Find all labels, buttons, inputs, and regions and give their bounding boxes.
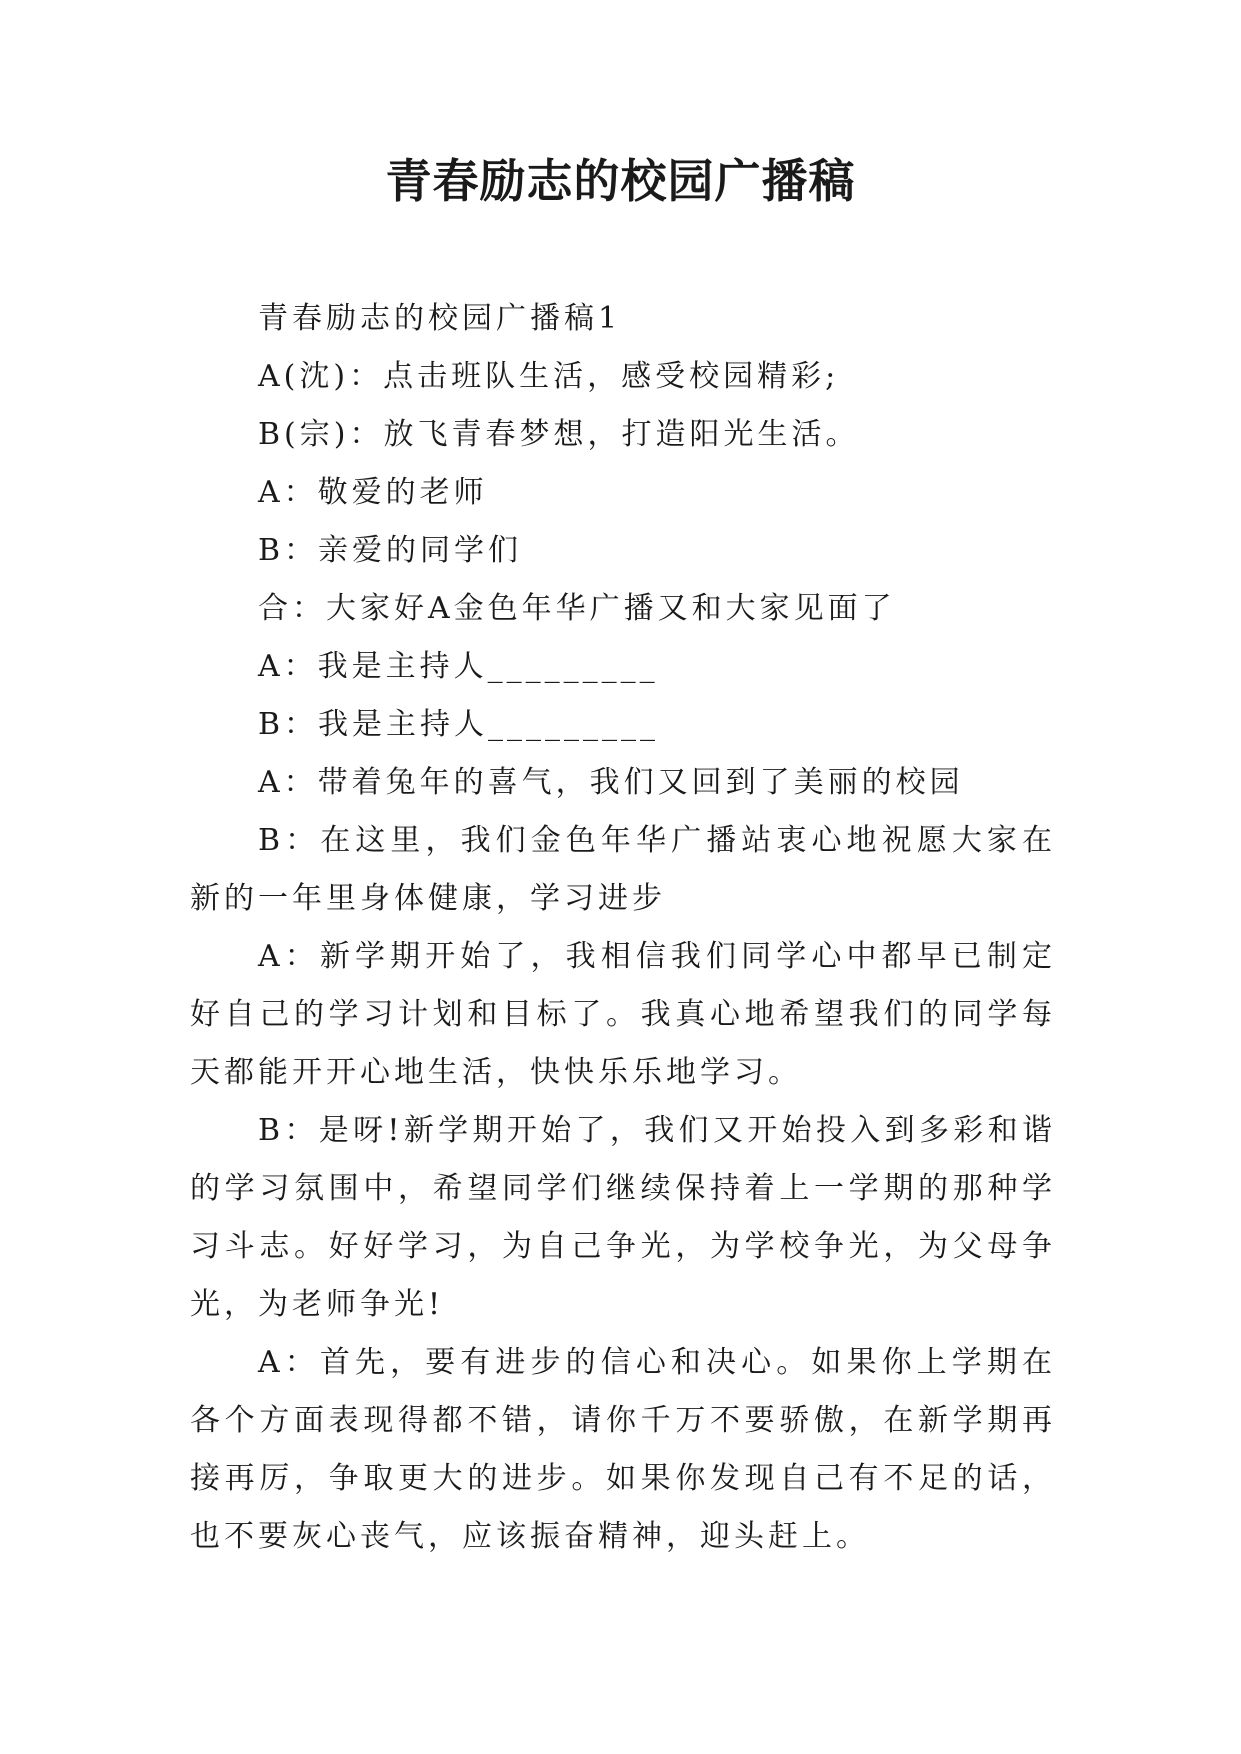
paragraph-7: A：我是主持人_________ xyxy=(258,649,659,684)
paragraph-1: 青春励志的校园广播稿1 xyxy=(258,301,622,336)
paragraph-6: 合：大家好A金色年华广播又和大家见面了 xyxy=(258,591,896,626)
paragraph-5: B：亲爱的同学们 xyxy=(258,533,523,568)
paragraph-4: A：敬爱的老师 xyxy=(258,475,488,510)
paragraph-9: A：带着兔年的喜气，我们又回到了美丽的校园 xyxy=(258,765,964,800)
paragraph-12: B：是呀!新学期开始了，我们又开始投入到多彩和谐的学习氛围中，希望同学们继续保持着上一学期的那种学习斗志。好好学习，为自己争光，为学校争光，为父母争光，为老师争光! xyxy=(190,1113,1056,1322)
document-title: 青春励志的校园广播稿 xyxy=(385,154,856,208)
paragraph-10: B：在这里，我们金色年华广播站衷心地祝愿大家在新的一年里身体健康，学习进步 xyxy=(190,823,1056,916)
paragraph-3: B(宗)：放飞青春梦想，打造阳光生活。 xyxy=(258,417,860,452)
paragraph-2: A(沈)：点击班队生活，感受校园精彩; xyxy=(258,359,840,394)
document-body xyxy=(190,290,1056,1566)
paragraph-13: A：首先，要有进步的信心和决心。如果你上学期在各个方面表现得都不错，请你千万不要骄傲，在新学期再接再厉，争取更大的进步。如果你发现自己有不足的话，也不要灰心丧气，应该振奋精神，迎头赶上。 xyxy=(190,1345,1056,1554)
paragraph-11: A：新学期开始了，我相信我们同学心中都早已制定好自己的学习计划和目标了。我真心地希望我们的同学每天都能开开心地生活，快快乐乐地学习。 xyxy=(190,939,1056,1090)
paragraph-8: B：我是主持人_________ xyxy=(258,707,660,742)
